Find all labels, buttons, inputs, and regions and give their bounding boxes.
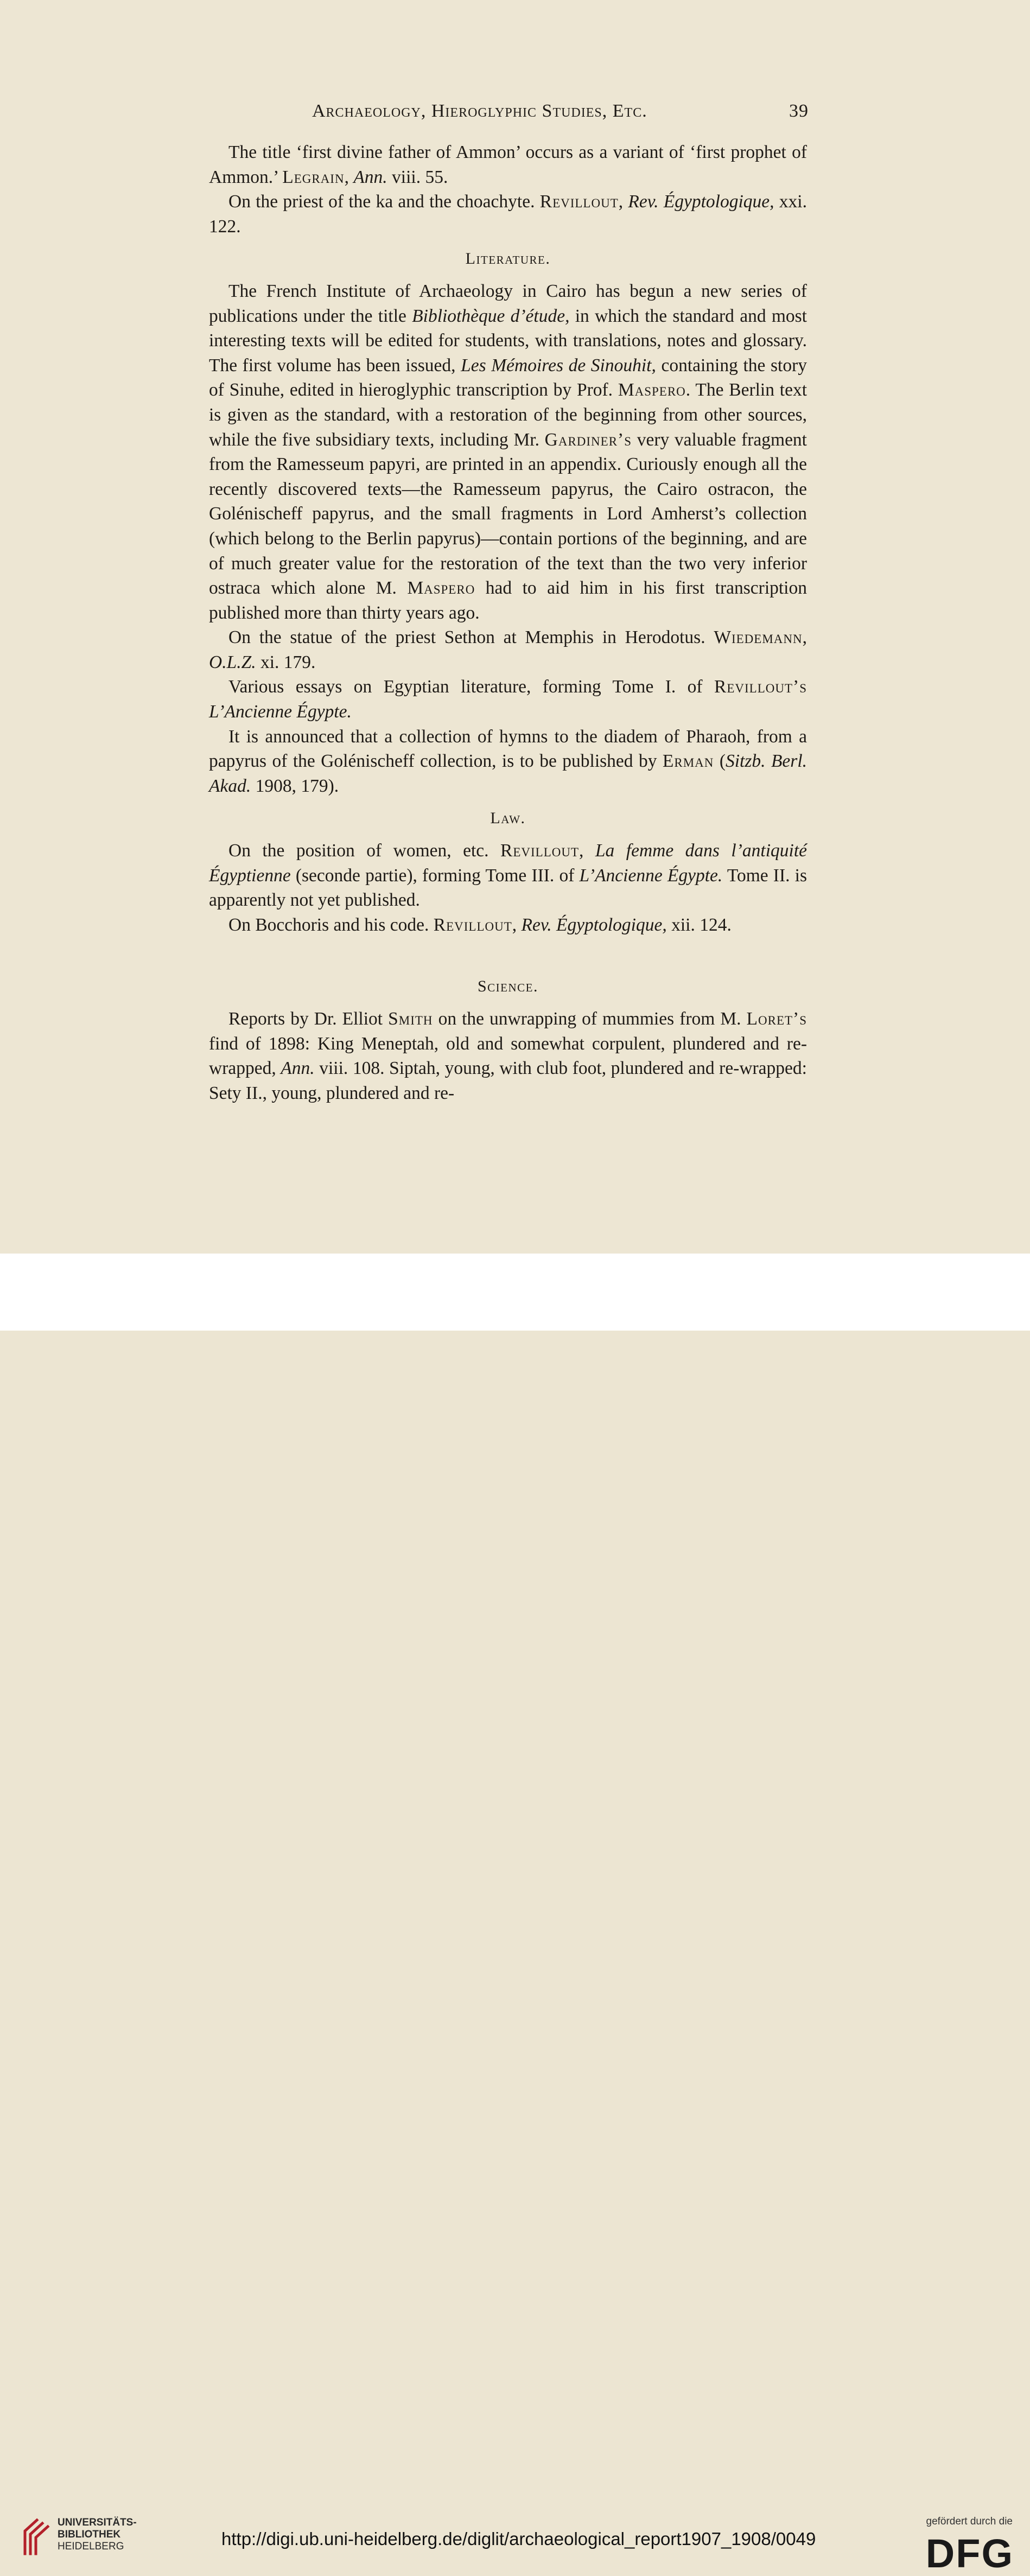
paragraph-priest-ka: On the priest of the ka and the choachyte. Revillout, Rev. Égyptologique, xxi. 122. <box>209 192 807 237</box>
paragraph-bocchoris: On Bocchoris and his code. Revillout, Rev. Égyptologique, xii. 124. <box>228 914 732 935</box>
citation-title: La femme dans l’antiquité Égyptienne <box>209 841 807 886</box>
paragraph-various-essays: Various essays on Egyptian literature, forming Tome I. of Revillout’s L’Ancienne Égypte. <box>209 677 807 722</box>
section-heading-literature: Literature. <box>465 250 551 268</box>
citation-title: L’Ancienne Égypte. <box>209 702 352 722</box>
sponsor-caption: gefördert durch die <box>926 2516 1013 2527</box>
university-library-logo-icon <box>22 2516 52 2556</box>
paragraph-french-institute: The French Institute of Archaeology in Cairo has begun a new series of publications under the title Bibliothèque d’étude, in which the standard and most interesting texts will be edited for students, with translations, notes and glossary. The first volume has been issued, Les Mémoires de Sinouhit, containing the story of Sinuhe, edited in hieroglyphic transcription by Prof. Maspero. The Berlin text is given as the standard, with a restoration of the beginning from other sources, while the five subsidiary texts, including Mr. Gardiner’s very valuable fragment from the Ramesseum papyri, are printed in an appendix. Curiously enough all the recently discovered texts—the Ramesseum papyrus, the Cairo ostracon, the Golénischeff papyrus, and the small fragments in Lord Amherst’s collection (which belong to the Berlin papyrus)—contain portions of the beginning, and are of much greater value for the restoration of the text than the two very inferior ostraca which alone M. Maspero had to aid him in his first transcription published more than thirty years ago. <box>209 281 807 623</box>
author-name: Revillout <box>539 192 619 212</box>
author-name: Revillout <box>433 914 512 935</box>
author-name: Wiedemann <box>714 627 803 648</box>
citation-title: Ann. <box>353 167 387 187</box>
paragraph-mummy-reports: Reports by Dr. Elliot Smith on the unwrapping of mummies from M. Loret’s find of 1898: King Meneptah, old and somewhat corpulent, plundered and re-wrapped, Ann. viii. 108. Siptah, young, with club foot, plundered and re-wrapped: Sety II., young, plundered and re- <box>209 1009 807 1103</box>
page-number: 39 <box>789 101 809 121</box>
paragraph-position-of-women: On the position of women, etc. Revillout, La femme dans l’antiquité Égyptienne (seconde partie), forming Tome III. of L’Ancienne Égypte. Tome II. is apparently not yet published. <box>209 841 807 911</box>
running-title: Archaeology, Hieroglyphic Studies, Etc. <box>312 101 647 121</box>
author-name: Maspero <box>618 380 686 400</box>
scanned-page <box>0 0 1030 1254</box>
author-name: Revillout’s <box>714 677 807 697</box>
section-heading-science: Science. <box>477 977 538 996</box>
citation-title: Rev. Égyptologique, <box>521 914 667 935</box>
viewer-footer <box>0 1254 1030 2576</box>
author-name: Gardiner’s <box>544 429 632 450</box>
citation-title: Les Mémoires de Sinouhit, <box>461 355 656 376</box>
permalink-url[interactable]: http://digi.ub.uni-heidelberg.de/diglit/archaeological_report1907_1908/0049 <box>221 2529 816 2549</box>
page-body <box>209 140 807 1105</box>
citation-title: O.L.Z. <box>209 652 256 672</box>
paragraph-sethon-statue: On the statue of the priest Sethon at Memphis in Herodotus. Wiedemann, O.L.Z. xi. 179. <box>209 627 807 672</box>
author-name: Legrain <box>282 167 345 187</box>
university-library-name: UNIVERSITÄTS- BIBLIOTHEK HEIDELBERG <box>58 2517 137 2552</box>
author-name: Loret’s <box>746 1009 807 1029</box>
author-name: Maspero <box>407 578 475 599</box>
author-name: Smith <box>388 1009 433 1029</box>
citation-title: Sitzb. Berl. Akad. <box>209 751 807 796</box>
author-name: Revillout <box>500 841 580 861</box>
citation-title: L’Ancienne Égypte. <box>579 865 723 886</box>
author-name: Erman <box>662 751 714 772</box>
paragraph-hymns-diadem: It is announced that a collection of hymns to the diadem of Pharaoh, from a papyrus of the Golénischeff collection, is to be published by Erman (Sitzb. Berl. Akad. 1908, 179). <box>209 726 807 796</box>
dfg-logo-icon: DFG <box>925 2531 1014 2576</box>
citation-title: Rev. Égyptologique, <box>628 192 774 212</box>
citation-title: Bibliothèque d’étude, <box>412 306 570 326</box>
citation-title: Ann. <box>281 1058 315 1079</box>
paragraph-first-divine-father: The title ‘first divine father of Ammon’ occurs as a variant of ‘first prophet of Ammon.’ Legrain, Ann. viii. 55. <box>209 142 807 187</box>
section-heading-law: Law. <box>490 809 526 828</box>
